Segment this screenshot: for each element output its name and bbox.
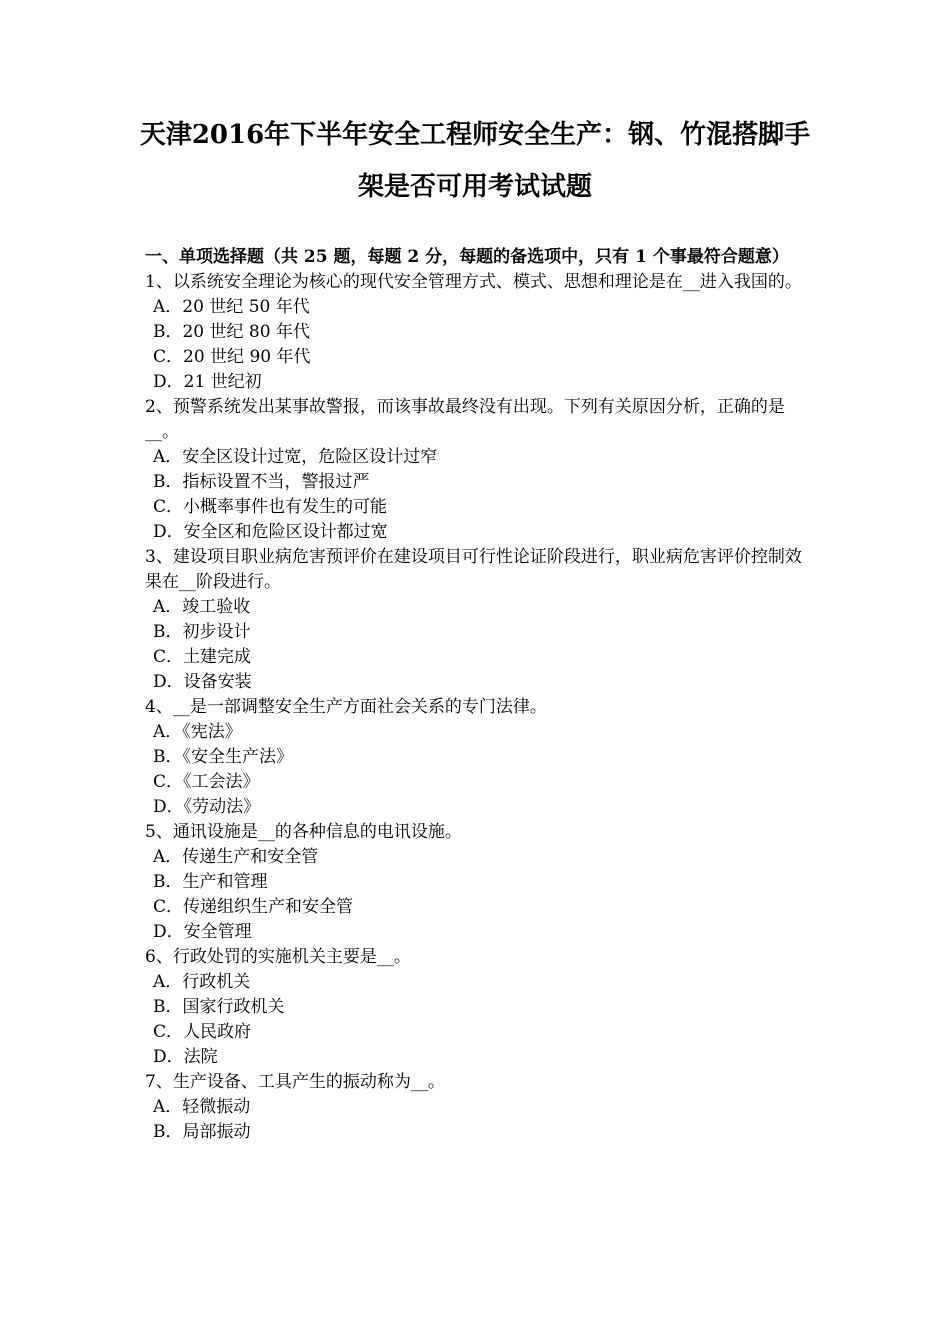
answer-option: B．初步设计 [153,622,251,642]
document-title-line-2: 架是否可用考试试题 [357,172,592,202]
question-item [145,545,810,695]
answer-option: B．20 世纪 80 年代 [153,322,310,342]
answer-option: A．传递生产和安全管 [153,847,319,867]
document-body [145,245,810,1145]
question-stem: 7、生产设备、工具产生的振动称为__。 [145,1072,445,1092]
question-stem: 3、建设项目职业病危害预评价在建设项目可行性论证阶段进行，职业病危害评价控制效果在__阶段进行。 [145,547,802,592]
answer-option: A．竣工验收 [153,597,251,617]
section-heading: 一、单项选择题（共 25 题，每题 2 分，每题的备选项中，只有 1 个事最符合题意） [145,247,789,267]
question-stem: 5、通讯设施是__的各种信息的电讯设施。 [145,822,462,842]
question-item [145,395,810,545]
question-item [145,1070,810,1145]
document-title-line-1: 天津2016年下半年安全工程师安全生产：钢、竹混搭脚手 [139,120,811,150]
answer-option: A．20 世纪 50 年代 [153,297,310,317]
answer-option: D．《劳动法》 [153,797,261,817]
answer-option: B．局部振动 [153,1122,251,1142]
answer-option: B．《安全生产法》 [153,747,293,767]
answer-option: C．土建完成 [153,647,252,667]
question-item [145,945,810,1070]
question-stem: 4、__是一部调整安全生产方面社会关系的专门法律。 [145,697,547,717]
answer-option: D．21 世纪初 [153,372,262,392]
question-stem: 6、行政处罚的实施机关主要是__。 [145,947,411,967]
answer-option: B．指标设置不当，警报过严 [153,472,370,492]
answer-option: B．国家行政机关 [153,997,285,1017]
answer-option: C．20 世纪 90 年代 [153,347,311,367]
answer-option: D．安全区和危险区设计都过宽 [153,522,388,542]
answer-option: A．轻微振动 [153,1097,251,1117]
question-list [145,270,810,1145]
question-item [145,820,810,945]
answer-option: C．人民政府 [153,1022,252,1042]
answer-option: C．《工会法》 [153,772,260,792]
question-stem: 2、预警系统发出某事故警报，而该事故最终没有出现。下列有关原因分析，正确的是__。 [145,397,785,442]
answer-option: D．设备安装 [153,672,252,692]
answer-option: A．安全区设计过宽，危险区设计过窄 [153,447,438,467]
answer-option: A．《宪法》 [153,722,242,742]
answer-option: C．传递组织生产和安全管 [153,897,354,917]
answer-option: A．行政机关 [153,972,251,992]
answer-option: D．法院 [153,1047,218,1067]
answer-option: C．小概率事件也有发生的可能 [153,497,388,517]
question-stem: 1、以系统安全理论为核心的现代安全管理方式、模式、思想和理论是在__进入我国的。 [145,272,802,292]
question-item [145,695,810,820]
question-item [145,270,810,395]
answer-option: D．安全管理 [153,922,252,942]
answer-option: B．生产和管理 [153,872,268,892]
